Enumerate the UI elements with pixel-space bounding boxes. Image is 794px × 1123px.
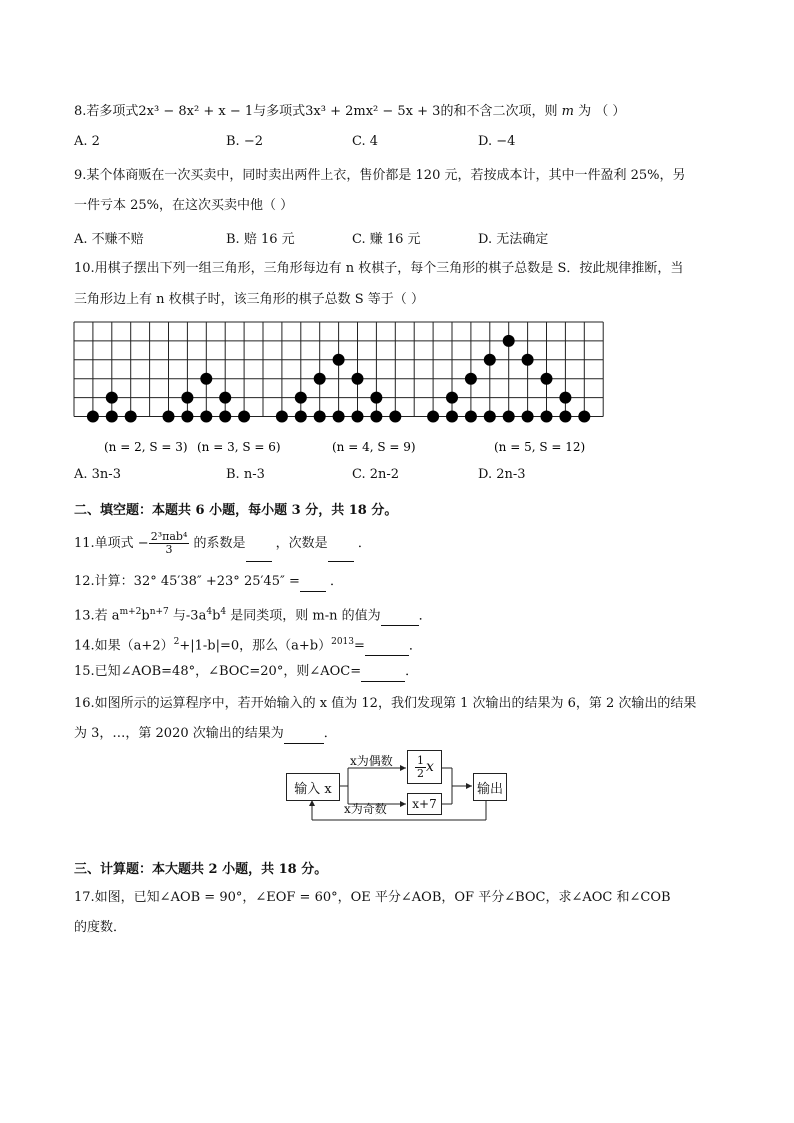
q11-numerator: 2³πab⁴ xyxy=(150,530,188,543)
q13-text-d: b xyxy=(212,608,221,624)
chess-stone xyxy=(559,411,571,423)
q14-sup2: 2013 xyxy=(331,637,355,647)
q11-blank-coefficient[interactable] xyxy=(246,547,272,562)
q13-text-e: 是同类项，则 m-n 的值为 xyxy=(226,608,381,624)
flow-half-den: 2 xyxy=(417,766,425,780)
q10-label-n2: (n = 2, S = 3) xyxy=(104,440,188,454)
chess-stone xyxy=(181,392,193,404)
chess-stone xyxy=(163,411,175,423)
q10-label-n3: (n = 3, S = 6) xyxy=(197,440,281,454)
q8-choices xyxy=(74,134,634,154)
chess-stone xyxy=(541,373,553,385)
q8-choice-a[interactable]: A. 2 xyxy=(74,134,100,149)
section-3-title: 三、计算题：本大题共 2 小题，共 18 分。 xyxy=(74,862,328,877)
chess-stone xyxy=(106,411,118,423)
q15 xyxy=(74,662,418,682)
chess-stone xyxy=(427,411,439,423)
q13-sup2: n+7 xyxy=(149,607,169,617)
q8-var: m xyxy=(561,104,574,119)
q15-end: ． xyxy=(405,664,419,679)
q14-blank[interactable] xyxy=(365,641,409,656)
q13-sup3: 4 xyxy=(206,607,213,617)
q8-text-a: 8.若多项式 xyxy=(74,104,139,119)
q8-text-d: 为 （ ） xyxy=(578,104,626,119)
flow-odd-label: x为奇数 xyxy=(344,802,387,816)
chess-stone xyxy=(219,411,231,423)
q15-text: 15.已知∠AOB=48°，∠BOC=20°，则∠AOC= xyxy=(74,664,362,679)
q12-blank[interactable] xyxy=(300,577,326,592)
q11-fraction xyxy=(149,531,190,556)
q8-choice-b[interactable]: B. −2 xyxy=(226,134,263,149)
q10-choice-d[interactable]: D. 2n-3 xyxy=(478,467,526,482)
flow-output-label: 输出 xyxy=(476,781,503,797)
flow-input-box xyxy=(286,773,340,801)
q11-blank-degree[interactable] xyxy=(328,547,354,562)
chess-stone xyxy=(370,392,382,404)
q14-text-b: +|1-b|=0，那么（a+b） xyxy=(179,638,332,654)
q13-blank[interactable] xyxy=(381,611,419,626)
q8-poly1: 2x³ − 8x² + x − 1 xyxy=(138,104,254,119)
q13-text-c: 与-3a xyxy=(168,608,207,624)
q10-figure xyxy=(70,318,610,460)
chess-stone xyxy=(333,411,345,423)
q11-text-a: 11.单项式 − xyxy=(74,536,149,551)
q8-stem xyxy=(74,102,625,122)
q16-line1: 16.如图所示的运算程序中，若开始输入的 x 值为 12，我们发现第 1 次输出的结果为 6，第 2 次输出的结果 xyxy=(74,696,697,711)
q9-choice-b[interactable]: B. 赔 16 元 xyxy=(226,232,295,247)
q14-sup1: 2 xyxy=(173,637,180,647)
chess-stone xyxy=(559,392,571,404)
q17-line2: 的度数． xyxy=(74,920,127,935)
q13-text-a: 13.若 a xyxy=(74,608,120,624)
q13 xyxy=(74,602,432,626)
chess-stone xyxy=(389,411,401,423)
chess-stone xyxy=(465,411,477,423)
flow-plus7-box xyxy=(407,793,442,815)
q16-flowchart xyxy=(286,748,516,824)
chess-stone xyxy=(276,411,288,423)
q9-line1: 9.某个体商贩在一次买卖中，同时卖出两件上衣，售价都是 120 元，若按成本计，其中一件盈利 25%，另 xyxy=(74,168,686,183)
q12-end: ． xyxy=(330,574,344,589)
chess-stone xyxy=(125,411,137,423)
chess-stone xyxy=(238,411,250,423)
q10-choice-c[interactable]: C. 2n-2 xyxy=(352,467,400,482)
q16-line2 xyxy=(74,724,337,744)
q17-line1: 17.如图，已知∠AOB = 90°，∠EOF = 60°，OE 平分∠AOB，OF 平分∠BOC，求∠AOC 和∠COB xyxy=(74,890,671,905)
q9-line2: 一件亏本 25%，在这次买卖中他（ ） xyxy=(74,198,294,213)
chess-stone xyxy=(578,411,590,423)
chess-stone xyxy=(295,411,307,423)
chess-stone xyxy=(219,392,231,404)
q13-end: ． xyxy=(418,608,432,624)
q9-choices xyxy=(74,228,634,248)
chess-stone xyxy=(314,411,326,423)
q10-label-n5: (n = 5, S = 12) xyxy=(494,440,586,454)
q8-choice-c[interactable]: C. 4 xyxy=(352,134,379,149)
q12 xyxy=(74,572,343,592)
flow-input-label: 输入 x xyxy=(294,781,332,797)
q10-choice-a[interactable]: A. 3n-3 xyxy=(74,467,121,482)
chess-stone xyxy=(181,411,193,423)
q13-text-b: b xyxy=(141,608,150,624)
q8-text-b: 与多项式 xyxy=(253,104,306,119)
chess-stone xyxy=(333,354,345,366)
q11-text-c: ，次数是 xyxy=(275,536,328,551)
q13-sup4: 4 xyxy=(220,607,227,617)
chess-stone xyxy=(446,411,458,423)
chess-stone xyxy=(106,392,118,404)
q14 xyxy=(74,632,422,656)
q15-blank[interactable] xyxy=(361,667,405,682)
flow-output-box xyxy=(473,773,507,801)
q8-text-c: 的和不含二次项，则 xyxy=(440,104,558,119)
chess-stone xyxy=(200,373,212,385)
q10-label-n4: (n = 4, S = 9) xyxy=(332,440,416,454)
q10-choice-b[interactable]: B. n-3 xyxy=(226,467,265,482)
flow-half-box xyxy=(407,750,442,784)
q14-text-a: 14.如果（a+2） xyxy=(74,638,174,654)
chess-stone xyxy=(522,354,534,366)
chessboard-grid xyxy=(74,322,603,417)
chess-stone xyxy=(87,411,99,423)
flow-even-label: x为偶数 xyxy=(350,754,393,768)
chess-stone xyxy=(484,411,496,423)
q16-end: ． xyxy=(323,726,337,741)
chess-stone xyxy=(295,392,307,404)
chess-stone xyxy=(314,373,326,385)
q11-denominator: 3 xyxy=(165,543,173,556)
flow-half-fraction xyxy=(415,755,426,780)
q11 xyxy=(74,526,371,562)
chess-stone xyxy=(465,373,477,385)
chess-stone xyxy=(446,392,458,404)
chess-stone xyxy=(370,411,382,423)
chess-stone xyxy=(352,411,364,423)
chess-stone xyxy=(352,373,364,385)
section-2-title: 二、填空题：本题共 6 小题，每小题 3 分，共 18 分。 xyxy=(74,503,398,518)
chess-stone xyxy=(541,411,553,423)
q14-end: ． xyxy=(408,638,422,654)
chess-stone xyxy=(503,411,515,423)
q9-choice-c[interactable]: C. 赚 16 元 xyxy=(352,232,421,247)
q16-blank[interactable] xyxy=(284,729,324,744)
chess-stone xyxy=(200,411,212,423)
flow-half-num: 1 xyxy=(417,753,425,767)
flow-half-var: x xyxy=(426,759,434,775)
q11-text-b: 的系数是 xyxy=(193,536,246,551)
chess-stone xyxy=(484,354,496,366)
q12-text: 12.计算：32° 45′38″ +23° 25′45″ = xyxy=(74,574,300,589)
q8-choice-d[interactable]: D. −4 xyxy=(478,134,516,149)
q14-text-c: = xyxy=(354,638,365,654)
q8-poly2: 3x³ + 2mx² − 5x + 3 xyxy=(305,104,441,119)
q13-sup1: m+2 xyxy=(119,607,142,617)
chess-stone xyxy=(522,411,534,423)
q9-choice-d[interactable]: D. 无法确定 xyxy=(478,232,549,247)
q10-line2: 三角形边上有 n 枚棋子时，该三角形的棋子总数 S 等于（ ） xyxy=(74,292,424,307)
flow-plus7-label: x+7 xyxy=(412,797,437,811)
q11-text-d: ． xyxy=(357,536,371,551)
q9-choice-a[interactable]: A. 不赚不赔 xyxy=(74,232,144,247)
q10-choices xyxy=(74,467,634,487)
chess-stone xyxy=(503,335,515,347)
q16-text: 为 3，…，第 2020 次输出的结果为 xyxy=(74,726,284,741)
q10-line1: 10.用棋子摆出下列一组三角形，三角形每边有 n 枚棋子，每个三角形的棋子总数是 S．按此规律推断，当 xyxy=(74,261,684,276)
